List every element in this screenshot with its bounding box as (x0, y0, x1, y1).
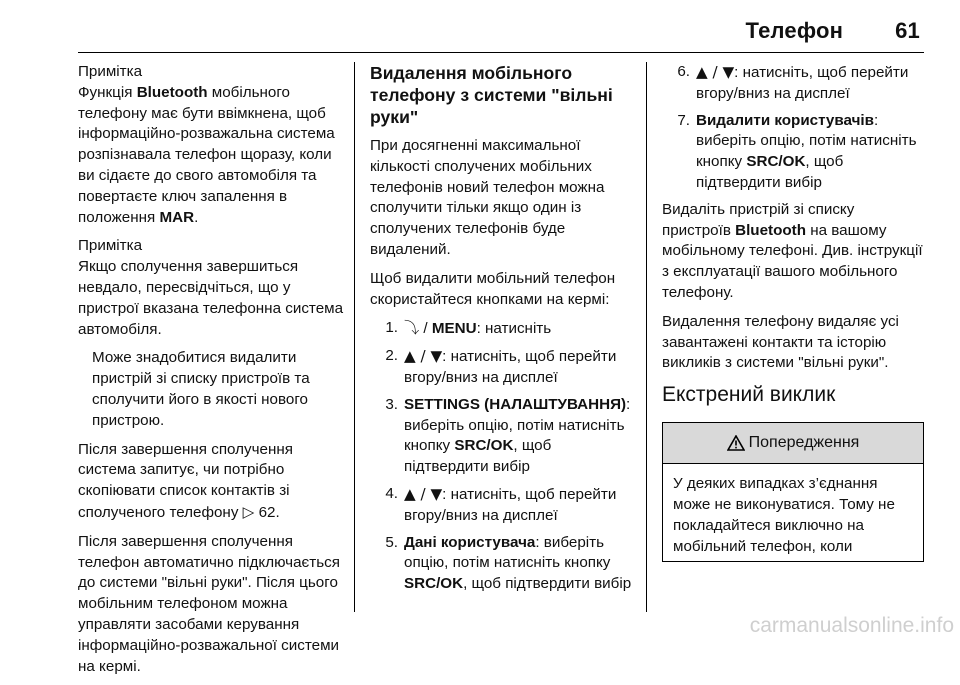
settings-label: SETTINGS (НАЛАШТУВАННЯ) (404, 395, 627, 413)
header-rule (78, 52, 924, 53)
paragraph-copy-contacts (78, 440, 346, 524)
column-2 (370, 62, 638, 601)
column-3 (662, 62, 924, 562)
paragraph-auto-connect: Після завершення сполучення телефон автоматично підключається до системи "вільні руки". Після цього мобільним телефоном можна управляти засобами керування інформаційно-розважальної системи на кермі. (78, 532, 340, 675)
paragraph-delete-bluetooth (662, 200, 924, 304)
warning-body: У деяких випадках з’єднання може не виконуватися. Тому не покладайтеся виключно на мобільний телефон, коли (673, 475, 895, 555)
warning-triangle-icon (727, 435, 745, 451)
para1-end: . (275, 503, 280, 521)
bluetooth-term: Bluetooth (735, 221, 806, 239)
step-number: 2. (385, 347, 398, 365)
section-title-remove-phone: Видалення мобільного телефону з системи "вільні руки" (370, 63, 613, 127)
list-item (370, 533, 638, 595)
separator: / (419, 320, 432, 338)
note-1-text (78, 83, 346, 229)
up-down-arrows-icon: ▲ / ▼ (404, 484, 443, 503)
step-number: 4. (385, 484, 398, 502)
steps-list-1 (370, 318, 638, 595)
step-number: 3. (385, 395, 398, 413)
list-item (370, 346, 638, 389)
step-text-end: , щоб підтвердити вибір (696, 153, 844, 191)
step-text-end: , щоб підтвердити вибір (463, 575, 632, 593)
src-ok-label: SRC/OK (746, 153, 806, 171)
step-text: : натисніть, щоб перейти вгору/вниз на дисплеї (696, 64, 909, 102)
warning-box (662, 422, 924, 562)
bluetooth-term: Bluetooth (136, 83, 208, 101)
header-title: Телефон (745, 18, 844, 43)
note-1-text-b: мобільного телефону має бути ввімкнена, щоб інформаційно-розважальна система розпізнавала телефон щоразу, коли ви сідаєте до свого автомобіля та повертаєте ключ запалення в положення (78, 83, 335, 226)
list-item (370, 484, 638, 527)
column-1 (78, 62, 346, 685)
step-text: : натисніть (476, 320, 552, 338)
para1-text: Після завершення сполучення система запитує, чи потрібно скопіювати список контактів зі сполученого телефону (78, 440, 293, 521)
step-number: 5. (385, 533, 398, 551)
step-text: : виберіть опцію, потім натисніть кнопку (404, 533, 611, 572)
note-2-p1: Якщо сполучення завершиться невдало, пересвідчіться, що у пристрої вказана телефонна система автомобіля. (78, 258, 344, 338)
src-ok-label: SRC/OK (454, 437, 514, 455)
user-data-label: Дані користувача (404, 533, 536, 551)
step-text: : натисніть, щоб перейти вгору/вниз на дисплеї (404, 485, 617, 524)
column-divider-2 (646, 62, 647, 612)
note-2-title: Примітка (78, 237, 143, 255)
list-item (662, 111, 924, 194)
delete-users-label: Видалити користувачів (696, 111, 874, 129)
note-1-end: . (194, 208, 199, 226)
page-number: 61 (895, 18, 920, 43)
step-number: 6. (677, 63, 690, 80)
step-text: : виберіть опцію, потім натисніть кнопку (696, 111, 917, 171)
warning-header (663, 423, 923, 464)
mar-term: MAR (159, 208, 195, 226)
page-header (746, 18, 920, 44)
step-text: : натисніть, щоб перейти вгору/вниз на дисплеї (404, 348, 617, 386)
step-text-end: , щоб підтвердити вибір (404, 437, 552, 476)
page-reference-link[interactable]: 62 (258, 503, 276, 521)
note-1-title: Примітка (78, 63, 143, 80)
watermark: carmanualsonline.info (749, 614, 954, 637)
steps-list-2 (662, 62, 924, 194)
note-2-p2: Може знадобитися видалити пристрій зі списку пристроїв та сполучити його в якості нового пристрою. (92, 349, 310, 429)
step-number: 1. (385, 319, 398, 337)
para-text-a: Видаліть пристрій зі списку пристроїв (662, 200, 855, 239)
list-item (370, 318, 638, 340)
warning-title: Попередження (748, 433, 860, 451)
src-ok-label: SRC/OK (404, 575, 464, 593)
list-item (370, 395, 638, 478)
paragraph-max-phones: При досягненні максимальної кількості сполучених мобільних телефонів новий телефон можна сполучити тільки якщо один із сполучених телефонів буде видалений. (370, 137, 605, 258)
column-divider-1 (354, 62, 355, 612)
paragraph-delete-contacts: Видалення телефону видаляє усі завантажені контакти та історію викликів з системи "вільні руки". (662, 312, 899, 372)
phone-menu-icon: ⤵ (404, 319, 420, 338)
step-number: 7. (677, 111, 690, 129)
page-reference-icon: ▷ (242, 502, 255, 521)
note-1-text-a: Функція (78, 83, 137, 101)
para-text-b: на вашому мобільному телефоні. Див. інструкції з експлуатації вашого мобільного телефону. (662, 221, 923, 301)
paragraph-use-buttons: Щоб видалити мобільний телефон скористайтеся кнопками на кермі: (370, 269, 616, 308)
menu-button-label: MENU (431, 320, 477, 338)
list-item (662, 62, 924, 105)
up-down-arrows-icon: ▲ / ▼ (696, 63, 735, 81)
up-down-arrows-icon: ▲ / ▼ (404, 347, 443, 366)
section-title-emergency-call: Екстрений виклик (662, 383, 836, 407)
step-text: : виберіть опцію, потім натисніть кнопку (404, 395, 631, 455)
